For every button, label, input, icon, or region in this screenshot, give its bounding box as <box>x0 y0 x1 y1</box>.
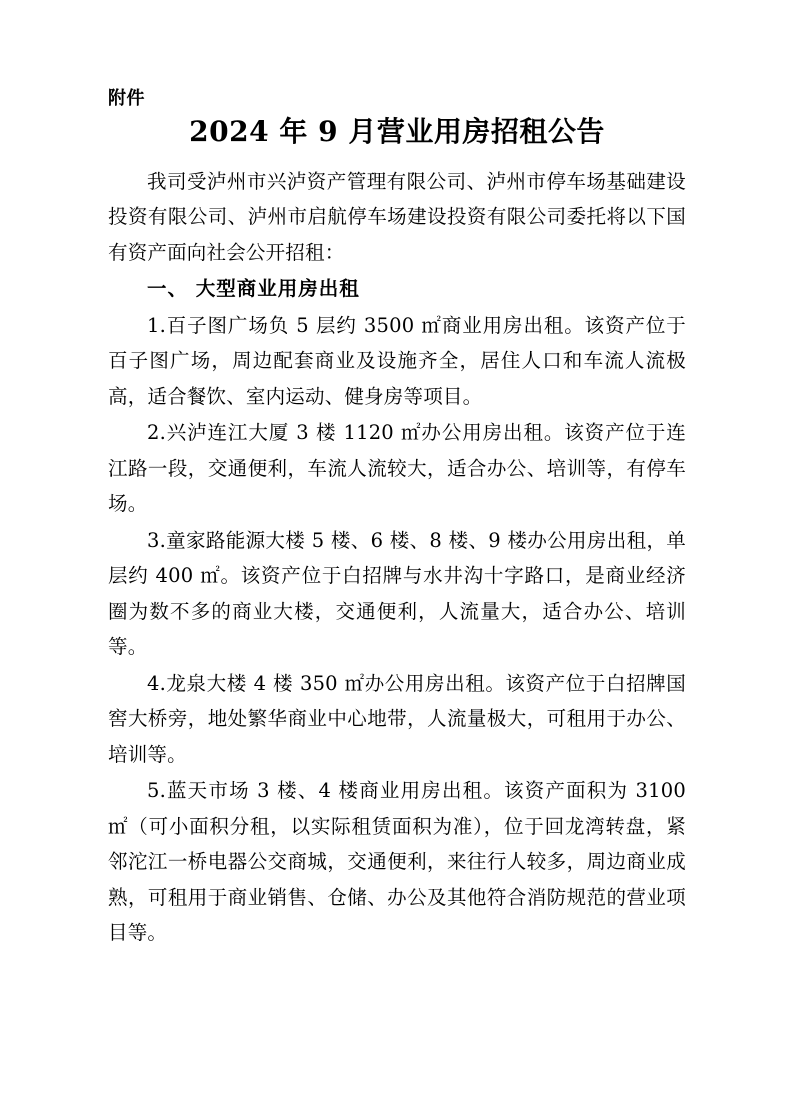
attachment-label: 附件 <box>108 88 145 109</box>
intro-paragraph: 我司受泸州市兴泸资产管理有限公司、泸州市停车场基础建设投资有限公司、泸州市启航停车场建设投资有限公司委托将以下国有资产面向社会公开招租： <box>108 169 686 264</box>
section-heading-1: 一、 大型商业用房出租 <box>147 277 360 301</box>
page-title: 2024 年 9 月营业用房招租公告 <box>189 114 605 148</box>
section-1-item-4: 4.龙泉大楼 4 楼 350 ㎡办公用房出租。该资产位于白招牌国窖大桥旁，地处繁华商业中心地带，人流量极大，可租用于办公、培训等。 <box>108 671 686 766</box>
section-1-item-3: 3.童家路能源大楼 5 楼、6 楼、8 楼、9 楼办公用房出租，单层约 400 ㎡。该资产位于白招牌与水井沟十字路口，是商业经济圈为数不多的商业大楼，交通便利，人流量大，适合办公、培训等。 <box>108 528 686 659</box>
section-1-item-5: 5.蓝天市场 3 楼、4 楼商业用房出租。该资产面积为 3100 ㎡（可小面积分租，以实际租赁面积为准），位于回龙湾转盘，紧邻沱江一桥电器公交商城，交通便利，来往行人较多，周边商业成熟，可租用于商业销售、仓储、办公及其他符合消防规范的营业项目等。 <box>108 779 686 945</box>
section-1-item-1: 1.百子图广场负 5 层约 3500 ㎡商业用房出租。该资产位于百子图广场，周边配套商业及设施齐全，居住人口和车流人流极高，适合餐饮、室内运动、健身房等项目。 <box>108 313 686 408</box>
section-1-item-2: 2.兴泸连江大厦 3 楼 1120 ㎡办公用房出租。该资产位于连江路一段，交通便利，车流人流较大，适合办公、培训等，有停车场。 <box>108 421 686 516</box>
